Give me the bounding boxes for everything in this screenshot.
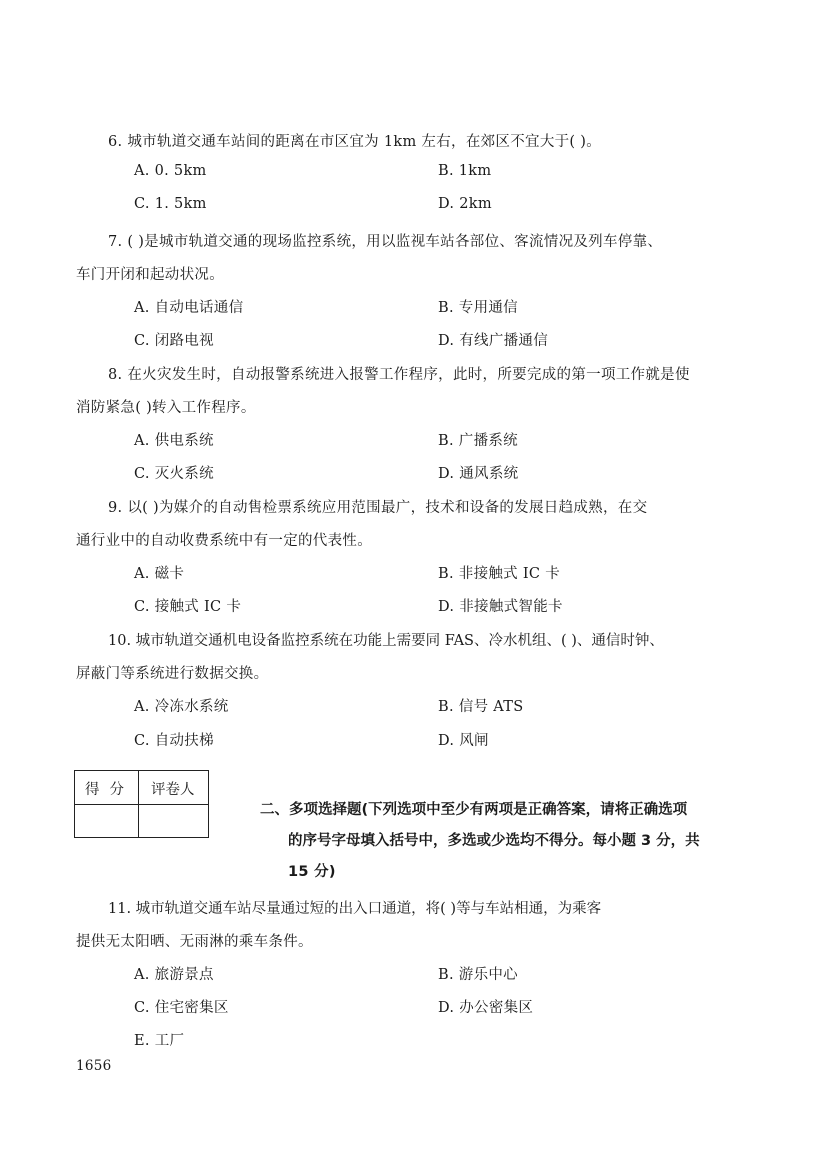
question-8-option-d: D. 通风系统 <box>438 466 519 482</box>
question-7-option-b: B. 专用通信 <box>438 300 518 316</box>
question-8-option-c: C. 灭火系统 <box>134 466 214 482</box>
question-10-option-b: B. 信号 ATS <box>438 699 524 715</box>
question-6-stem-line-1: 6. 城市轨道交通车站间的距离在市区宜为 1km 左右，在郊区不宜大于( )。 <box>108 134 602 150</box>
question-10-option-a: A. 冷冻水系统 <box>134 699 229 715</box>
question-8-option-b: B. 广播系统 <box>438 433 518 449</box>
question-9-option-b: B. 非接触式 IC 卡 <box>438 566 561 582</box>
score-table <box>74 770 209 838</box>
question-10-option-c: C. 自动扶梯 <box>134 733 214 749</box>
question-8-stem-line-2: 消防紧急( )转入工作程序。 <box>76 400 256 416</box>
score-cell[interactable] <box>75 805 138 838</box>
question-8-stem-line-1: 8. 在火灾发生时，自动报警系统进入报警工作程序，此时，所要完成的第一项工作就是使 <box>108 367 690 383</box>
question-7-stem-line-1: 7. ( )是城市轨道交通的现场监控系统，用以监视车站各部位、客流情况及列车停靠、 <box>108 234 663 250</box>
question-11-option-c: C. 住宅密集区 <box>134 1000 229 1016</box>
question-11-stem-line-1: 11. 城市轨道交通车站尽量通过短的出入口通道，将( )等与车站相通，为乘客 <box>108 901 602 917</box>
question-10-stem-line-2: 屏蔽门等系统进行数据交换。 <box>76 666 269 682</box>
section-2-heading-line-2: 的序号字母填入括号中，多选或少选均不得分。每小题 3 分，共 <box>288 833 700 849</box>
question-11-option-a: A. 旅游景点 <box>134 967 214 983</box>
question-11-option-b: B. 游乐中心 <box>438 967 518 983</box>
question-7-option-c: C. 闭路电视 <box>134 333 214 349</box>
question-7-option-d: D. 有线广播通信 <box>438 333 549 349</box>
question-9-option-a: A. 磁卡 <box>134 566 185 582</box>
question-11-option-e: E. 工厂 <box>134 1033 185 1049</box>
question-9-option-d: D. 非接触式智能卡 <box>438 599 563 615</box>
grader-cell[interactable] <box>139 805 209 838</box>
question-7-stem-line-2: 车门开闭和起动状况。 <box>76 267 224 283</box>
question-10-option-d: D. 风闸 <box>438 733 489 749</box>
question-10-stem-line-1: 10. 城市轨道交通机电设备监控系统在功能上需要同 FAS、冷水机组、( )、通信时钟、 <box>108 633 664 649</box>
question-8-option-a: A. 供电系统 <box>134 433 214 449</box>
question-11-stem-line-2: 提供无太阳晒、无雨淋的乘车条件。 <box>76 934 313 950</box>
section-2-heading-line-1: 二、多项选择题(下列选项中至少有两项是正确答案，请将正确选项 <box>260 802 688 818</box>
question-6-option-c: C. 1. 5km <box>134 196 207 212</box>
question-6-option-d: D. 2km <box>438 196 492 212</box>
section-2-heading-line-3: 15 分) <box>288 864 336 880</box>
question-6-option-b: B. 1km <box>438 163 492 179</box>
question-11-option-d: D. 办公密集区 <box>438 1000 534 1016</box>
question-9-option-c: C. 接触式 IC 卡 <box>134 599 242 615</box>
grader-header: 评卷人 <box>151 782 195 798</box>
question-7-option-a: A. 自动电话通信 <box>134 300 244 316</box>
page-number: 1656 <box>76 1058 112 1074</box>
question-9-stem-line-1: 9. 以( )为媒介的自动售检票系统应用范围最广，技术和设备的发展日趋成熟，在交 <box>108 500 648 516</box>
question-6-option-a: A. 0. 5km <box>134 163 207 179</box>
score-header: 得分 <box>85 782 134 798</box>
question-9-stem-line-2: 通行业中的自动收费系统中有一定的代表性。 <box>76 533 372 549</box>
